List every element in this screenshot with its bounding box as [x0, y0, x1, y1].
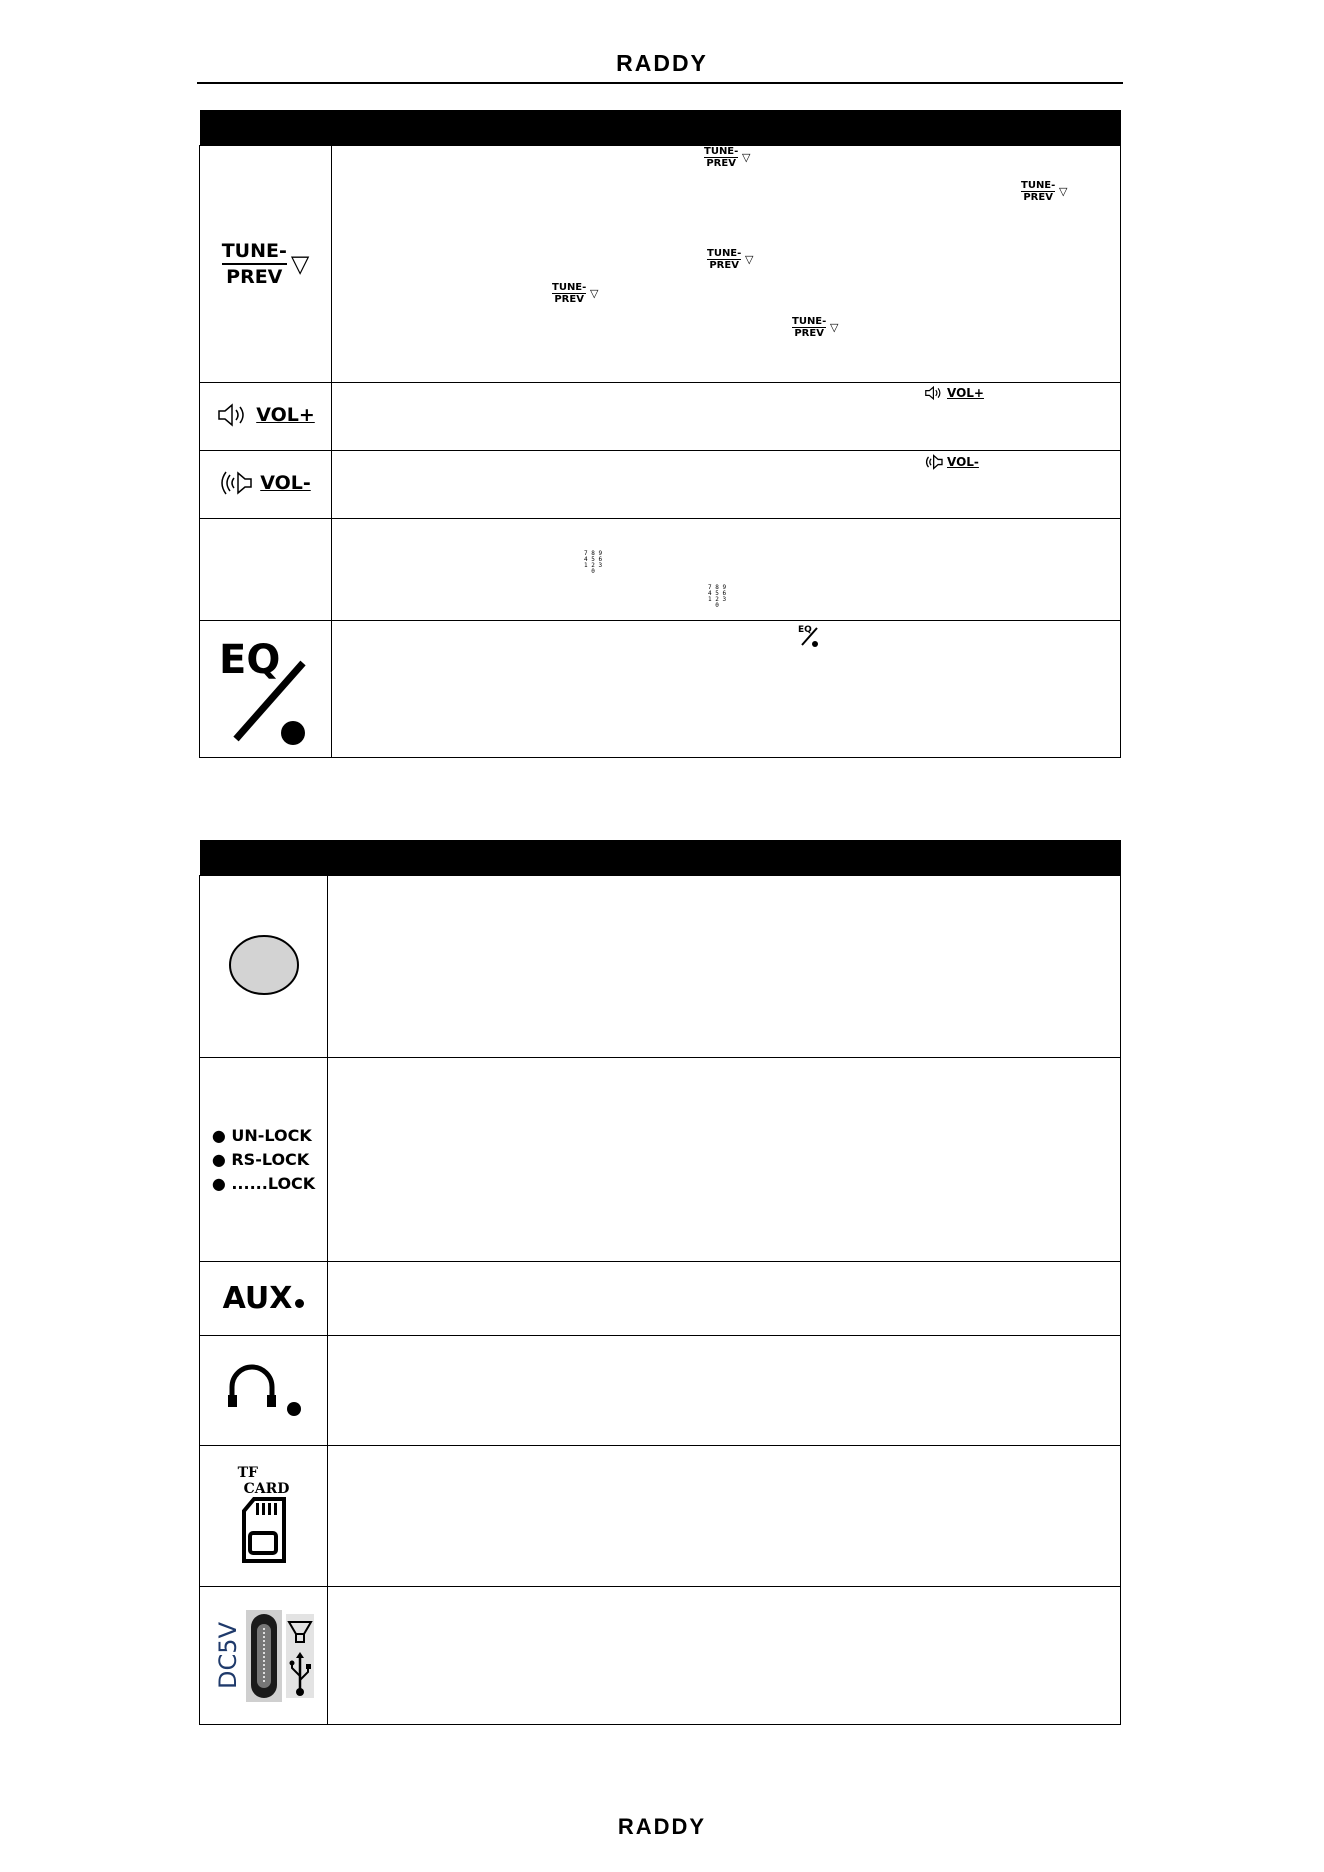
- tf-card-icon: TF CARD: [238, 1465, 290, 1567]
- keypad-inline-icon: 7 8 9 4 5 6 1 2 3 0: [708, 584, 727, 609]
- description-cell: [332, 451, 1121, 519]
- speaker-icon: [924, 385, 944, 401]
- description-cell: [328, 1587, 1121, 1725]
- svg-text:EQ: EQ: [798, 625, 812, 635]
- icon-cell: [200, 1587, 328, 1725]
- speaker-icon: [216, 402, 250, 428]
- usb-c-port-icon: DC5V: [214, 1610, 314, 1702]
- icon-cell: [200, 621, 332, 758]
- volume-up-icon: VOL+: [216, 402, 315, 428]
- usb-c-connector-icon: [246, 1610, 282, 1702]
- table-header-bar: [200, 840, 1121, 876]
- aux-jack-icon: AUX: [223, 1281, 305, 1316]
- volume-down-icon: VOL-: [220, 469, 311, 497]
- description-cell: [332, 519, 1121, 621]
- eq-inline-icon: [797, 623, 821, 649]
- description-cell: [332, 621, 1121, 758]
- controls-table: [199, 110, 1121, 758]
- volume-down-inline-icon: VOL-: [922, 453, 979, 471]
- icon-cell: [200, 146, 332, 383]
- description-cell: [328, 1336, 1121, 1446]
- header-divider: [197, 82, 1123, 84]
- headphone-jack-icon: [222, 1359, 306, 1419]
- tune-prev-inline-icon: TUNE- PREV ▽: [552, 282, 599, 305]
- table-header-bar: [200, 110, 1121, 146]
- icon-cell: [200, 519, 332, 621]
- icon-cell: [200, 1336, 328, 1446]
- speaker-usb-icon: [286, 1614, 314, 1698]
- icon-cell: [200, 383, 332, 451]
- volume-up-inline-icon: VOL+: [924, 385, 984, 401]
- icon-cell: [200, 451, 332, 519]
- description-cell: [328, 1262, 1121, 1336]
- tune-prev-icon: $\frac{\text{TUNE-}}{\text{PREV}}$ ▽: [221, 240, 310, 288]
- power-button-icon: [228, 934, 300, 996]
- tune-prev-inline-icon: TUNE- PREV ▽: [792, 316, 839, 339]
- brand-logo: RADDY: [616, 50, 708, 76]
- eq-icon: [211, 627, 321, 747]
- icon-cell: [200, 1058, 328, 1262]
- icon-cell: [200, 1262, 328, 1336]
- tune-prev-inline-icon: TUNE- PREV ▽: [707, 248, 754, 271]
- sd-card-icon: [240, 1497, 288, 1563]
- description-cell: [328, 1446, 1121, 1587]
- tune-prev-inline-icon: TUNE- PREV ▽: [1021, 180, 1068, 203]
- lock-option: ● ......LOCK: [211, 1173, 316, 1193]
- brand-logo: RADDY: [617, 1814, 707, 1839]
- lock-mode-icon: [212, 1124, 315, 1196]
- keypad-inline-icon: 7 8 9 4 5 6 1 2 3 0: [584, 550, 603, 575]
- ports-table: [199, 840, 1121, 1725]
- speaker-icon: [922, 453, 944, 471]
- svg-text:EQ: EQ: [218, 637, 280, 683]
- description-cell: [328, 1058, 1121, 1262]
- lock-option: ● UN-LOCK: [211, 1125, 312, 1145]
- description-cell: [332, 146, 1121, 383]
- lock-option: ● RS-LOCK: [211, 1149, 310, 1169]
- icon-cell: [200, 1446, 328, 1587]
- icon-cell: [200, 876, 328, 1058]
- tune-prev-inline-icon: TUNE- PREV ▽: [704, 146, 751, 169]
- description-cell: [332, 383, 1121, 451]
- speaker-icon: [220, 469, 254, 497]
- description-cell: [328, 876, 1121, 1058]
